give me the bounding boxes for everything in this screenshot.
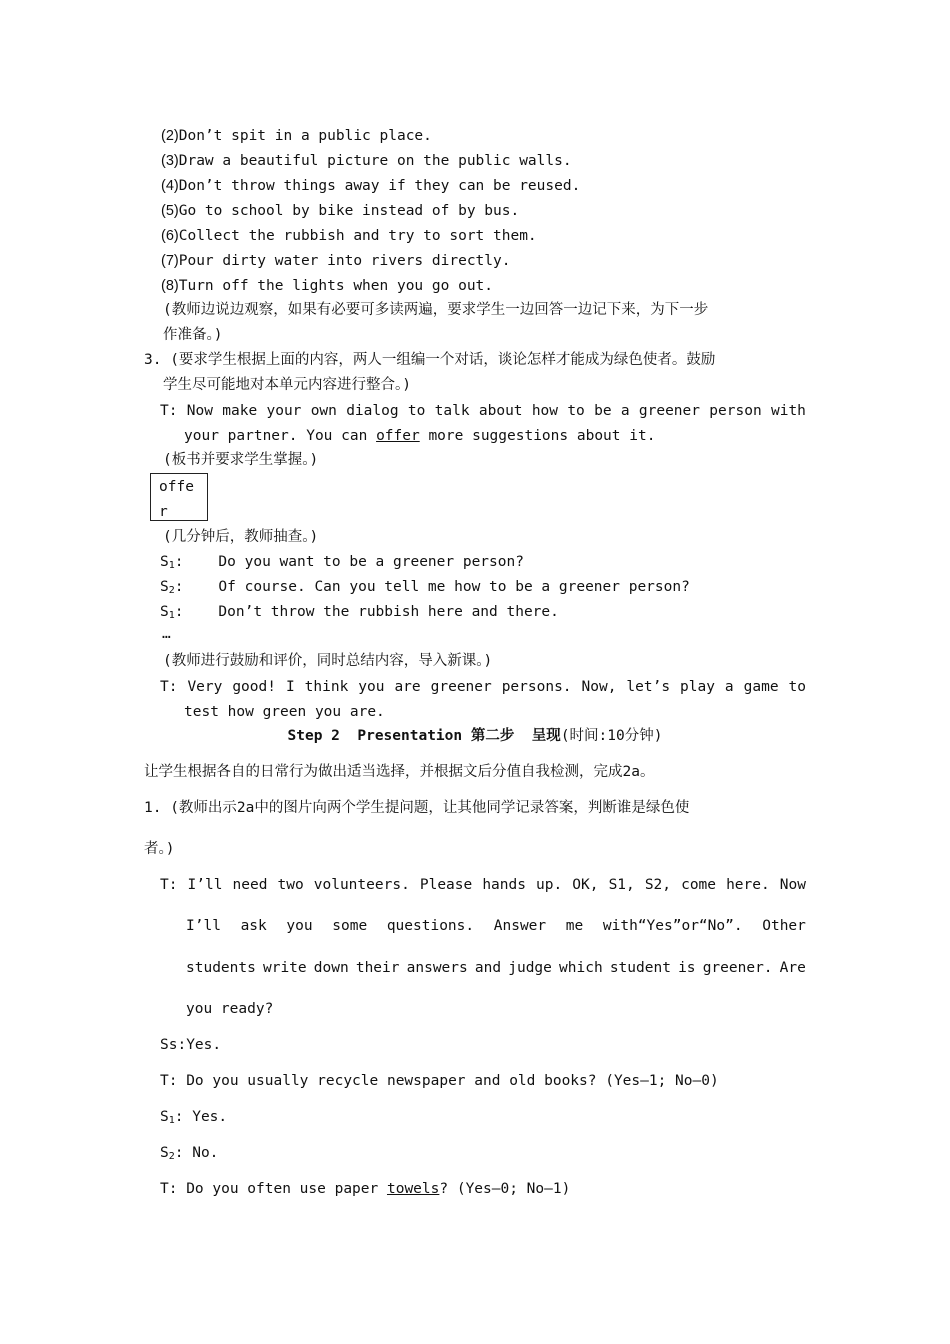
word: you <box>286 918 313 934</box>
word: to <box>407 403 426 419</box>
word: is <box>678 960 696 976</box>
word: think <box>304 679 349 695</box>
rule-number: (6) <box>161 228 179 244</box>
rule-item <box>161 251 510 271</box>
word: T: <box>160 403 178 419</box>
word: write <box>262 960 307 976</box>
speaker-subscript: 1 <box>168 610 175 621</box>
rule-item <box>161 201 519 221</box>
question-paper-towels: T: Do you often use paper towels? (Yes—0; No—1) <box>160 1181 571 1197</box>
word: Now <box>186 403 213 419</box>
word: a <box>724 679 734 695</box>
word: T: <box>160 679 178 695</box>
word: hands <box>482 877 526 893</box>
word: come <box>681 877 717 893</box>
item-1-instruction-line1: 1. (教师出示2a中的图片向两个学生提问题，让其他同学记录答案，判断谁是绿色使 <box>144 800 690 816</box>
teacher-dialog-line2: your partner. You can offer more suggestions about it. <box>184 428 656 444</box>
word: T: <box>160 877 178 893</box>
dialog-text: : Of course. Can you tell me how to be a greener person? <box>174 579 690 595</box>
word: your <box>266 403 302 419</box>
word: S2, <box>644 877 672 893</box>
board-note: (板书并要求学生掌握。) <box>163 452 319 468</box>
word: answers <box>406 960 468 976</box>
word: about <box>478 403 523 419</box>
word: student <box>609 960 671 976</box>
rule-number: (3) <box>161 153 179 169</box>
word: need <box>232 877 268 893</box>
underlined-word-towels: towels <box>386 1181 440 1197</box>
word: are <box>394 679 421 695</box>
teacher-note-observe-line2: 作准备。) <box>163 327 223 343</box>
vocabulary-box <box>150 473 208 521</box>
word: person <box>709 403 762 419</box>
item-1-instruction-line2: 者。) <box>144 841 175 857</box>
word: dialog <box>346 403 399 419</box>
check-note: (几分钟后，教师抽查。) <box>163 529 319 545</box>
speaker: S <box>160 554 169 570</box>
rule-text: Collect the rubbish and try to sort them. <box>178 228 537 244</box>
word: volunteers. <box>313 877 410 893</box>
word: how <box>531 403 559 419</box>
vocabulary-box-line1: offe <box>159 479 194 495</box>
word: Other <box>762 918 806 934</box>
word: you <box>358 679 385 695</box>
rule-item <box>161 151 572 171</box>
word: I’ll <box>187 877 223 893</box>
word: play <box>680 679 715 695</box>
word: their <box>355 960 400 976</box>
underlined-word-offer: offer <box>376 428 420 444</box>
rule-item <box>161 226 537 246</box>
word: to <box>567 403 585 419</box>
word: greener. <box>702 960 773 976</box>
word: Now <box>779 877 806 893</box>
item-3-instruction-line1: 3. (要求学生根据上面的内容，两人一组编一个对话，谈论怎样才能成为绿色使者。鼓励 <box>144 352 716 368</box>
word: me <box>565 918 584 934</box>
presentation-intro: 让学生根据各自的日常行为做出适当选择，并根据文后分值自我检测，完成2a。 <box>144 764 655 780</box>
word: OK, <box>572 877 599 893</box>
rule-text: Turn off the lights when you go out. <box>178 278 494 294</box>
word: own <box>310 403 337 419</box>
vocabulary-box-line2: r <box>159 504 168 520</box>
word: Are <box>779 960 806 976</box>
word: persons. <box>501 679 572 695</box>
word: and <box>474 960 502 976</box>
word: game <box>743 679 779 695</box>
rule-item <box>161 276 493 296</box>
speaker-subscript: 2 <box>168 585 175 596</box>
dialog-text: : Do you want to be a greener person? <box>174 554 524 570</box>
rule-number: (5) <box>161 203 179 219</box>
word: let’s <box>626 679 671 695</box>
rule-text: Go to school by bike instead of by bus. <box>178 203 520 219</box>
word: Now, <box>581 679 617 695</box>
word: Answer <box>493 918 547 934</box>
word: Very <box>187 679 223 695</box>
teacher-note-observe-line1: (教师边说边观察，如果有必要可多读两遍，要求学生一边回答一边记下来，为下一步 <box>163 302 709 318</box>
dialog-text: : Don’t throw the rubbish here and there. <box>174 604 559 620</box>
rule-number: (4) <box>161 178 179 194</box>
word: S1, <box>608 877 635 893</box>
word: with“Yes”or“No”. <box>602 918 743 934</box>
ellipsis: … <box>162 626 171 642</box>
question-recycle: T: Do you usually recycle newspaper and old books? (Yes—1; No—0) <box>160 1073 719 1089</box>
word: judge <box>508 960 552 976</box>
rule-item <box>161 176 580 196</box>
word: up. <box>536 877 563 893</box>
word: two <box>277 877 304 893</box>
item-3-instruction-line2: 学生尽可能地对本单元内容进行整合。) <box>163 377 411 393</box>
teacher-volunteers-line2 <box>186 916 806 936</box>
word: some <box>332 918 368 934</box>
teacher-volunteers-line1 <box>160 875 806 895</box>
word: to <box>788 679 806 695</box>
word: greener <box>638 403 700 419</box>
word: Please <box>419 877 473 893</box>
teacher-game-line2: test how green you are. <box>184 704 385 720</box>
rule-item <box>161 126 432 146</box>
word: a <box>620 403 630 419</box>
rule-text: Draw a beautiful picture on the public walls. <box>178 153 572 169</box>
student-1-answer: $S_1$: Yes. <box>160 1109 228 1126</box>
rule-text: Pour dirty water into rivers directly. <box>178 253 511 269</box>
dialog-line <box>160 552 524 572</box>
rule-number: (7) <box>161 253 179 269</box>
step-2-heading: Step 2 Presentation 第二步 呈现(时间:10分钟) <box>287 728 663 744</box>
word: talk <box>434 403 470 419</box>
rule-text: Don’t throw things away if they can be reused. <box>178 178 581 194</box>
word: make <box>222 403 258 419</box>
speaker: S <box>160 579 169 595</box>
students-answer-yes: Ss:Yes. <box>160 1037 222 1053</box>
student-2-answer: $S_2$: No. <box>160 1145 219 1162</box>
word: good! <box>232 679 276 695</box>
speaker-subscript: 1 <box>168 560 175 571</box>
word: greener <box>430 679 492 695</box>
word: I <box>285 679 295 695</box>
rule-number: (8) <box>161 278 179 294</box>
teacher-game-line1 <box>160 677 806 697</box>
word: with <box>770 403 806 419</box>
teacher-dialog-line1 <box>160 401 806 421</box>
speaker: S <box>160 604 169 620</box>
rule-number: (2) <box>161 128 179 144</box>
dialog-line <box>160 602 559 622</box>
dialog-line <box>160 577 690 597</box>
teacher-volunteers-line3 <box>186 958 806 978</box>
word: here. <box>726 877 770 893</box>
word: I’ll <box>186 918 221 934</box>
word: ask <box>240 918 267 934</box>
word: which <box>559 960 603 976</box>
teacher-note-encourage: (教师进行鼓励和评价，同时总结内容，导入新课。) <box>163 653 493 669</box>
word: questions. <box>386 918 475 934</box>
teacher-volunteers-line4: you ready? <box>186 1001 274 1017</box>
rule-text: Don’t spit in a public place. <box>178 128 432 144</box>
word: students <box>186 960 256 976</box>
word: be <box>594 403 612 419</box>
word: down <box>313 960 349 976</box>
